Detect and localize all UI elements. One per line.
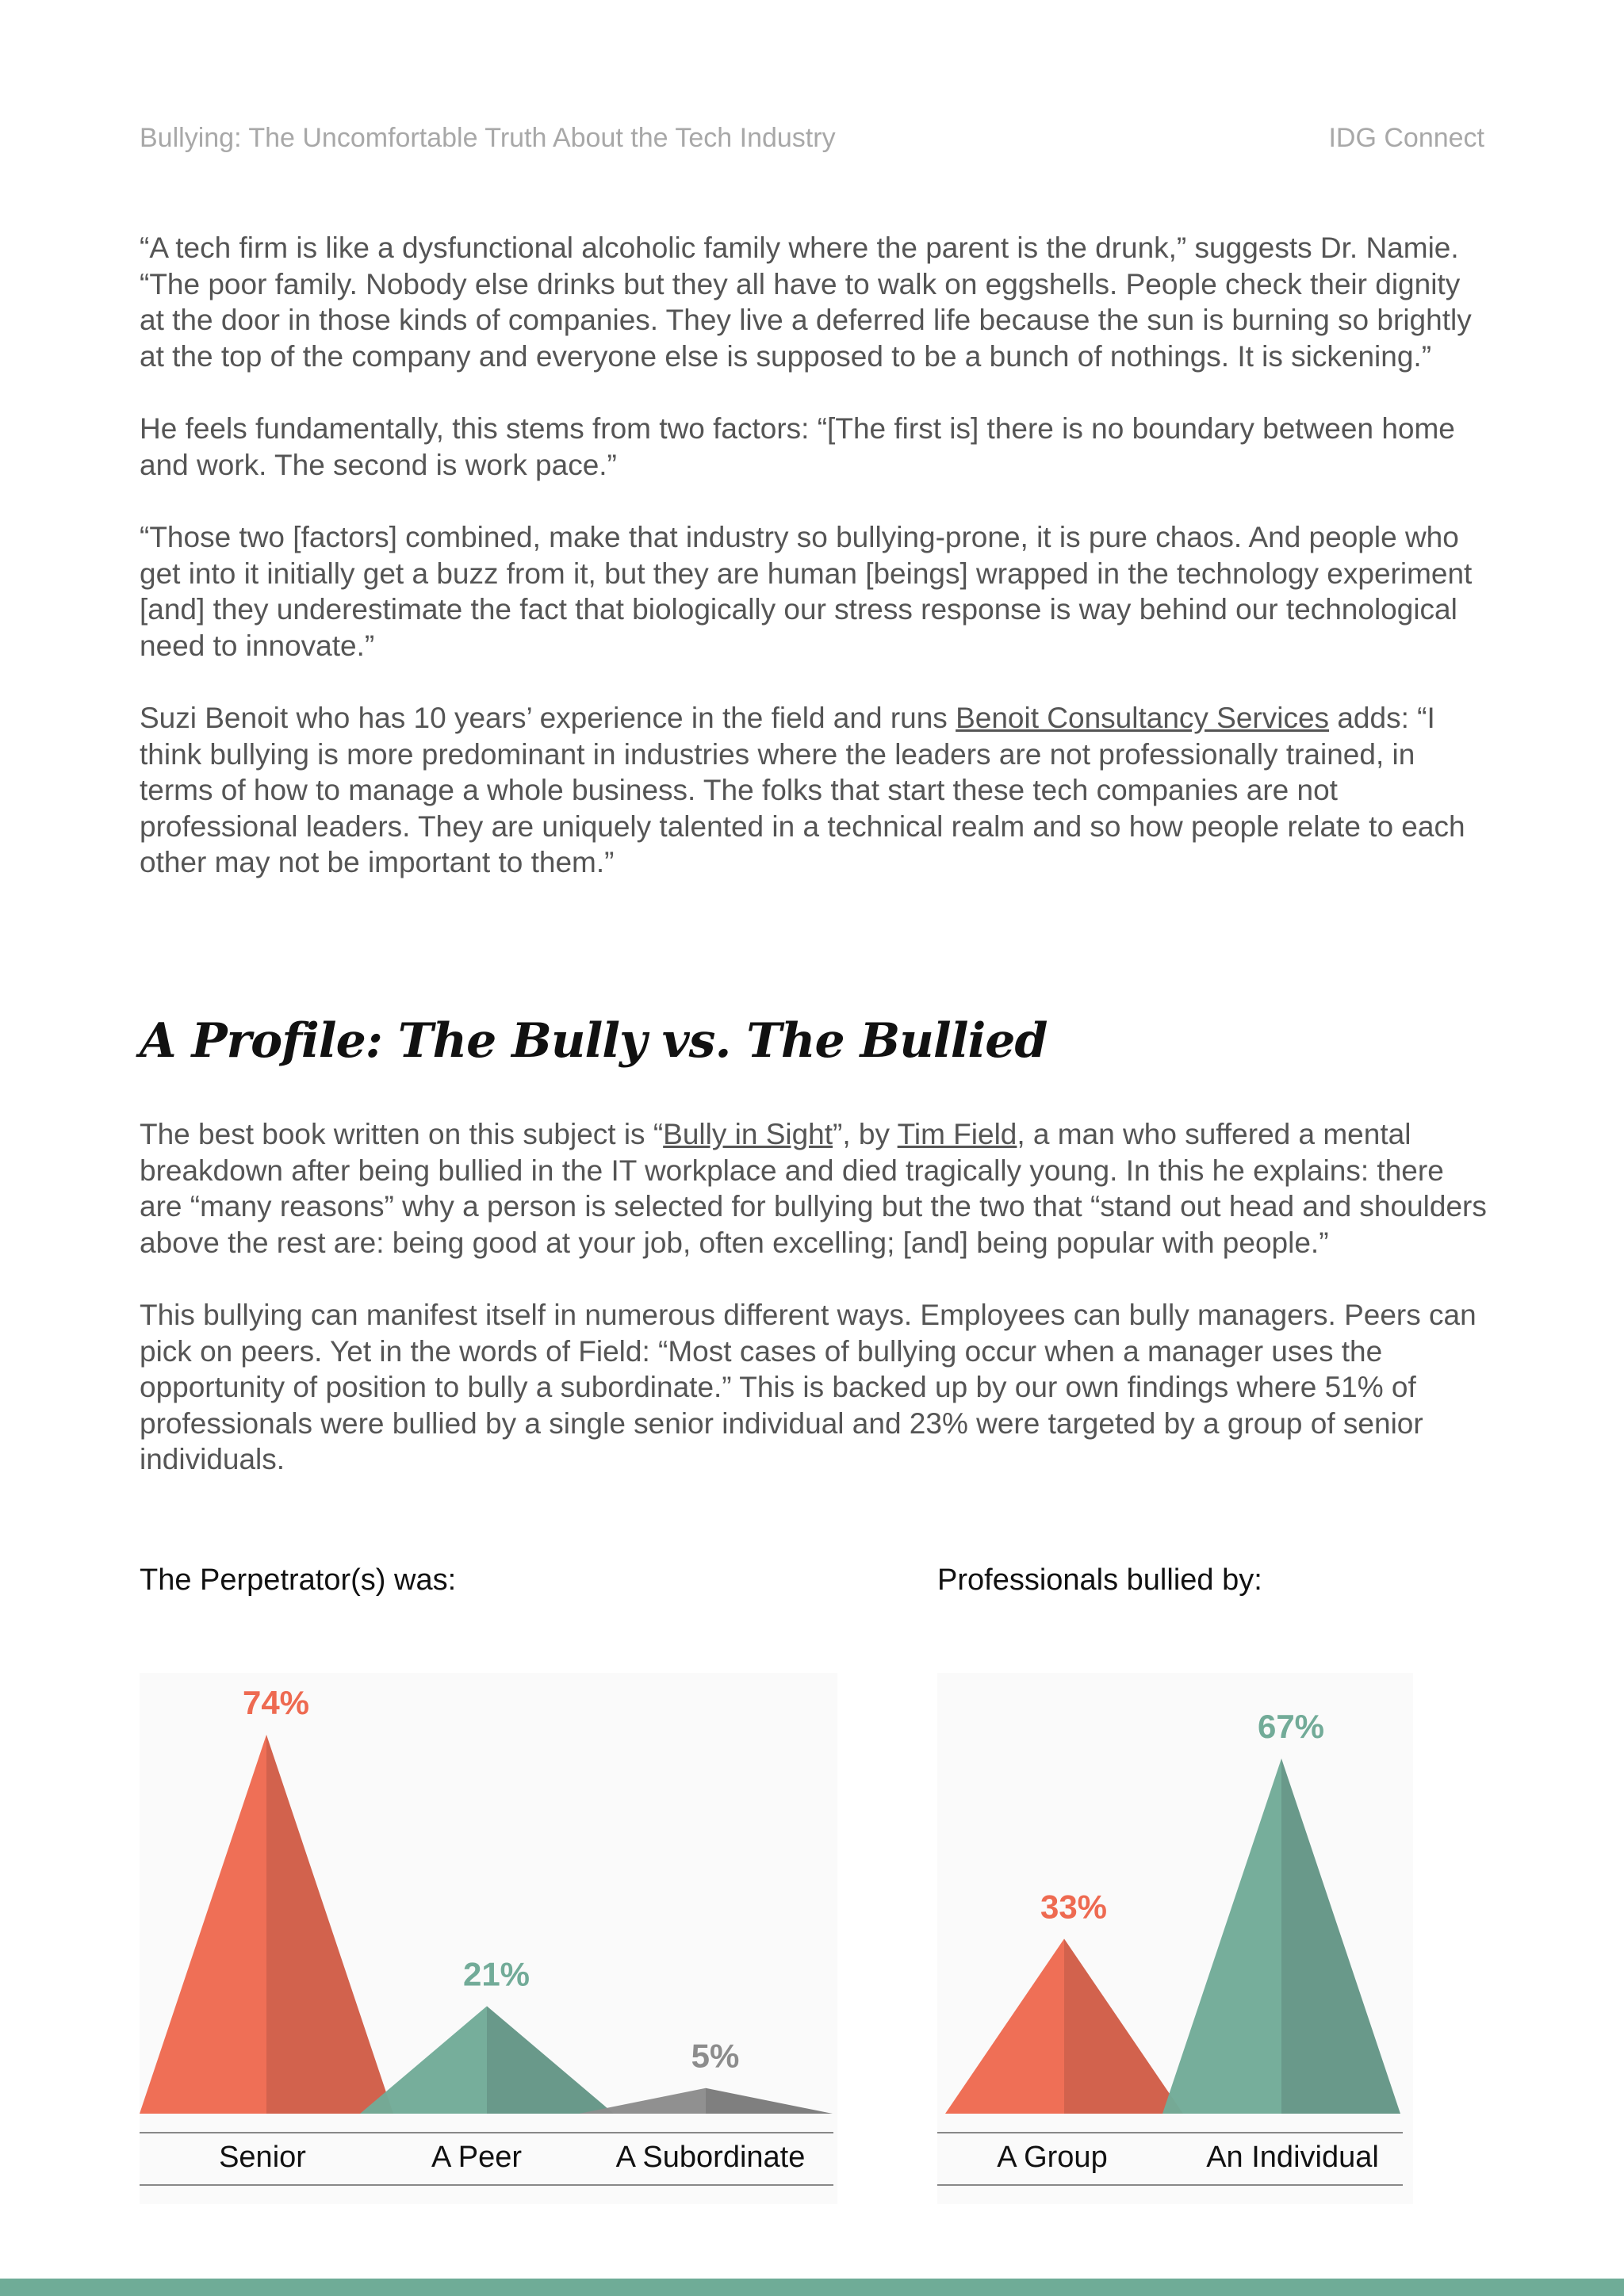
suzi-text-before: Suzi Benoit who has 10 years’ experience in the field and runs	[140, 702, 956, 734]
page-header	[140, 123, 1484, 154]
chart-value-label: 5%	[691, 2037, 740, 2075]
document-title: Bullying: The Uncomfortable Truth About the Tech Industry	[140, 123, 836, 153]
bully-in-sight-link[interactable]: Bully in Sight	[663, 1118, 833, 1150]
chart-category-label: An Individual	[1206, 2141, 1379, 2174]
paragraph-bullying-prone: “Those two [factors] combined, make that industry so bullying-prone, it is pure chaos. And people who get into it initially get a buzz from it, but they are human [beings] wrapped in the technology experiment [and] they underestimate the fact that biologically our stress response is way behind our technological need to innovate.”	[140, 521, 1473, 662]
tim-field-link[interactable]: Tim Field	[897, 1118, 1017, 1150]
chart-category-label: Senior	[219, 2141, 306, 2174]
footer-bar	[0, 2279, 1624, 2296]
book-text-middle: ”, by	[833, 1118, 898, 1150]
suzi-text-after: adds: “I think bullying is more predominant in industries where the leaders are not professionally trained, in terms of how to manage a whole business. The folks that start these tech companies are not professional leaders. They are uniquely talented in a technical realm and so how people relate to each other may not be important to them.”	[140, 702, 1465, 878]
chart-category-label: A Subordinate	[615, 2141, 806, 2174]
paragraph-two-factors: He feels fundamentally, this stems from two factors: “[The first is] there is no boundary between home and work. The second is work pace.”	[140, 412, 1455, 481]
chart-value-label: 21%	[462, 1955, 530, 1993]
chart-category-label: A Group	[997, 2141, 1108, 2174]
perpetrator-chart-title: The Perpetrator(s) was:	[140, 1563, 457, 1597]
paragraph-manifest: This bullying can manifest itself in numerous different ways. Employees can bully managers. Peers can pick on peers. Yet in the words of Field: “Most cases of bullying occur when a manager uses the opportunity of position to bully a subordinate.” This is backed up by our own findings where 51% of professionals were bullied by a single senior individual and 23% were targeted by a group of senior individuals.	[140, 1299, 1477, 1475]
book-text-before: The best book written on this subject is “	[140, 1118, 664, 1150]
chart-value-label: 74%	[242, 1684, 310, 1721]
article-body-top	[140, 230, 1488, 917]
chart-category-label: A Peer	[431, 2141, 523, 2174]
paragraph-suzi-benoit	[140, 700, 1488, 881]
chart-value-label: 67%	[1257, 1708, 1325, 1745]
bullied-by-chart-title: Professionals bullied by:	[937, 1563, 1262, 1597]
bullied-by-chart-svg	[937, 1554, 1413, 2204]
book-text-after: , a man who suffered a mental breakdown after being bullied in the IT workplace and died tragically young. In this he explains: there are “many reasons” why a person is selected for bullying but the two that “stand out head and shoulders above the rest are: being good at your job, often excelling; [and] being popular with people.”	[140, 1118, 1487, 1259]
bullied-by-chart	[937, 1554, 1413, 2204]
paragraph-book	[140, 1116, 1488, 1261]
chart-value-label: 33%	[1040, 1888, 1108, 1926]
perpetrator-chart-svg	[140, 1554, 837, 2204]
section-heading: A Profile: The Bully vs. The Bullied	[140, 1013, 1048, 1069]
benoit-consultancy-link[interactable]: Benoit Consultancy Services	[956, 702, 1330, 734]
article-body-profile	[140, 1116, 1488, 1514]
paragraph-namie-quote: “A tech firm is like a dysfunctional alcoholic family where the parent is the drunk,” suggests Dr. Namie. “The poor family. Nobody else drinks but they all have to walk on eggshells. People check their dignity at the door in those kinds of companies. They live a deferred life because the sun is burning so brightly at the top of the company and everyone else is supposed to be a bunch of nothings. It is sickening.”	[140, 232, 1472, 373]
perpetrator-chart	[140, 1554, 837, 2204]
publisher-name: IDG Connect	[1328, 123, 1484, 153]
